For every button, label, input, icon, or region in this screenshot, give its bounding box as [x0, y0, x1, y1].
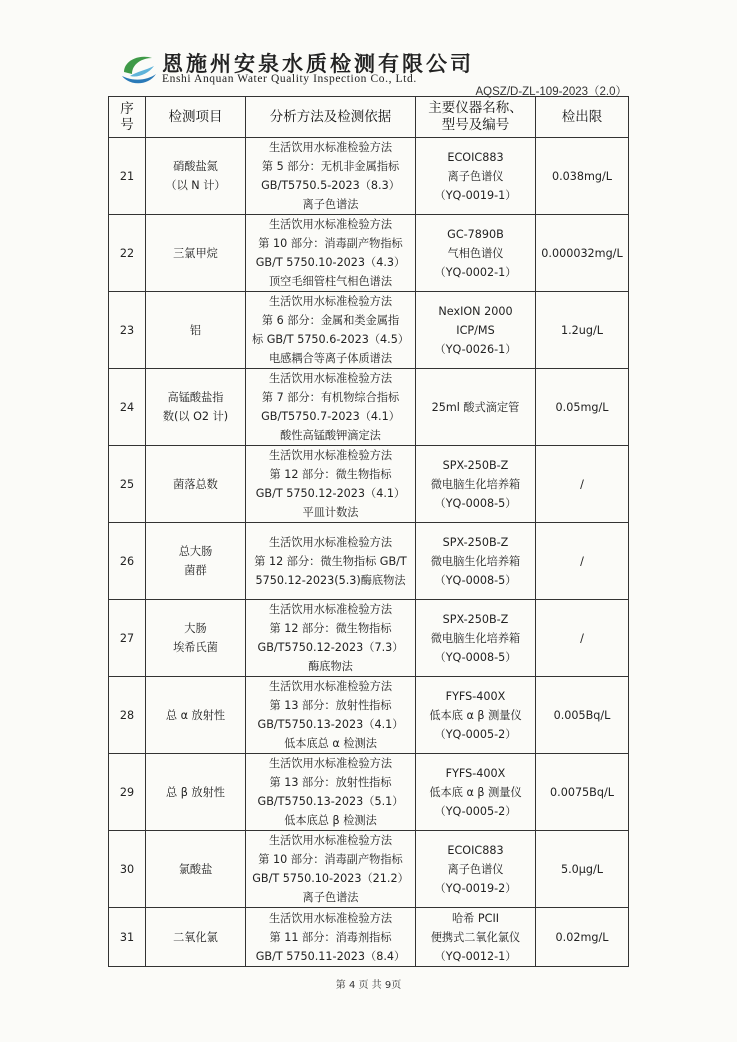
cell-limit: / — [536, 523, 629, 600]
cell-item: 高锰酸盐指 数(以 O2 计) — [146, 369, 246, 446]
table-row — [109, 369, 629, 446]
page-number: 第 4 页 共 9页 — [335, 980, 402, 991]
cell-method: 生活饮用水标准检验方法 第 12 部分：微生物指标 GB/T5750.12-2023（7.3） 酶底物法 — [246, 600, 416, 677]
table-row — [109, 215, 629, 292]
cell-instrument: FYFS-400X 低本底 α β 测量仪 （YQ-0005-2） — [416, 754, 536, 831]
cell-method: 生活饮用水标准检验方法 第 13 部分：放射性指标 GB/T5750.13-2023（5.1） 低本底总 β 检测法 — [246, 754, 416, 831]
table-row — [109, 292, 629, 369]
cell-limit: 0.038mg/L — [536, 138, 629, 215]
cell-item: 铝 — [146, 292, 246, 369]
header-serial-no: 序 号 — [109, 97, 146, 138]
table-row — [109, 446, 629, 523]
cell-limit: / — [536, 600, 629, 677]
cell-no: 29 — [109, 754, 146, 831]
cell-item: 氯酸盐 — [146, 831, 246, 908]
cell-no: 21 — [109, 138, 146, 215]
cell-no: 28 — [109, 677, 146, 754]
cell-no: 25 — [109, 446, 146, 523]
cell-method: 生活饮用水标准检验方法 第 10 部分：消毒副产物指标 GB/T 5750.10-2023（21.2） 离子色谱法 — [246, 831, 416, 908]
cell-item: 三氯甲烷 — [146, 215, 246, 292]
cell-method: 生活饮用水标准检验方法 第 12 部分：微生物指标 GB/T 5750.12-2023(5.3)酶底物法 — [246, 523, 416, 600]
cell-no: 26 — [109, 523, 146, 600]
cell-item: 硝酸盐氮 （以 N 计） — [146, 138, 246, 215]
cell-method: 生活饮用水标准检验方法 第 13 部分：放射性指标 GB/T5750.13-2023（4.1） 低本底总 α 检测法 — [246, 677, 416, 754]
header-method-basis: 分析方法及检测依据 — [246, 97, 416, 138]
cell-no: 23 — [109, 292, 146, 369]
company-name-cn: 恩施州安泉水质检测有限公司 — [162, 51, 474, 76]
table-row — [109, 677, 629, 754]
cell-limit: 0.02mg/L — [536, 908, 629, 967]
document-code: AQSZ/D-ZL-109-2023（2.0） — [475, 86, 627, 98]
cell-no: 22 — [109, 215, 146, 292]
cell-instrument: SPX-250B-Z 微电脑生化培养箱 （YQ-0008-5） — [416, 523, 536, 600]
cell-instrument: NexION 2000 ICP/MS （YQ-0026-1） — [416, 292, 536, 369]
cell-method: 生活饮用水标准检验方法 第 10 部分：消毒副产物指标 GB/T 5750.10-2023（4.3） 顶空毛细管柱气相色谱法 — [246, 215, 416, 292]
header-instrument: 主要仪器名称、 型号及编号 — [416, 97, 536, 138]
table-row — [109, 831, 629, 908]
cell-instrument: 25ml 酸式滴定管 — [416, 369, 536, 446]
cell-item: 总大肠 菌群 — [146, 523, 246, 600]
cell-item: 总 β 放射性 — [146, 754, 246, 831]
cell-limit: 0.0075Bq/L — [536, 754, 629, 831]
table-row — [109, 908, 629, 967]
cell-limit: 1.2ug/L — [536, 292, 629, 369]
cell-instrument: 哈希 PCII 便携式二氧化氯仪 （YQ-0012-1） — [416, 908, 536, 967]
cell-method: 生活饮用水标准检验方法 第 11 部分：消毒剂指标 GB/T 5750.11-2023（8.4） — [246, 908, 416, 967]
table-row — [109, 138, 629, 215]
table-row — [109, 600, 629, 677]
cell-item: 大肠 埃希氏菌 — [146, 600, 246, 677]
inspection-method-table — [108, 96, 629, 967]
cell-instrument: ECOIC883 离子色谱仪 （YQ-0019-2） — [416, 831, 536, 908]
cell-limit: 0.05mg/L — [536, 369, 629, 446]
cell-no: 27 — [109, 600, 146, 677]
cell-limit: 5.0μg/L — [536, 831, 629, 908]
table-header-row — [109, 97, 629, 138]
cell-no: 31 — [109, 908, 146, 967]
company-name-en: Enshi Anquan Water Quality Inspection Co., Ltd. — [162, 73, 417, 85]
cell-instrument: SPX-250B-Z 微电脑生化培养箱 （YQ-0008-5） — [416, 600, 536, 677]
cell-instrument: SPX-250B-Z 微电脑生化培养箱 （YQ-0008-5） — [416, 446, 536, 523]
company-logo-icon — [118, 52, 158, 86]
cell-no: 24 — [109, 369, 146, 446]
cell-method: 生活饮用水标准检验方法 第 5 部分：无机非金属指标 GB/T5750.5-2023（8.3） 离子色谱法 — [246, 138, 416, 215]
cell-method: 生活饮用水标准检验方法 第 12 部分：微生物指标 GB/T 5750.12-2023（4.1） 平皿计数法 — [246, 446, 416, 523]
cell-limit: 0.000032mg/L — [536, 215, 629, 292]
cell-instrument: GC-7890B 气相色谱仪 （YQ-0002-1） — [416, 215, 536, 292]
header-test-item: 检测项目 — [146, 97, 246, 138]
table-row — [109, 754, 629, 831]
cell-limit: 0.005Bq/L — [536, 677, 629, 754]
cell-item: 菌落总数 — [146, 446, 246, 523]
cell-method: 生活饮用水标准检验方法 第 7 部分：有机物综合指标 GB/T5750.7-2023（4.1） 酸性高锰酸钾滴定法 — [246, 369, 416, 446]
cell-item: 二氧化氯 — [146, 908, 246, 967]
cell-no: 30 — [109, 831, 146, 908]
header-detection-limit: 检出限 — [536, 97, 629, 138]
cell-instrument: FYFS-400X 低本底 α β 测量仪 （YQ-0005-2） — [416, 677, 536, 754]
cell-limit: / — [536, 446, 629, 523]
cell-item: 总 α 放射性 — [146, 677, 246, 754]
cell-method: 生活饮用水标准检验方法 第 6 部分：金属和类金属指 标 GB/T 5750.6-2023（4.5） 电感耦合等离子体质谱法 — [246, 292, 416, 369]
cell-instrument: ECOIC883 离子色谱仪 （YQ-0019-1） — [416, 138, 536, 215]
table-row — [109, 523, 629, 600]
